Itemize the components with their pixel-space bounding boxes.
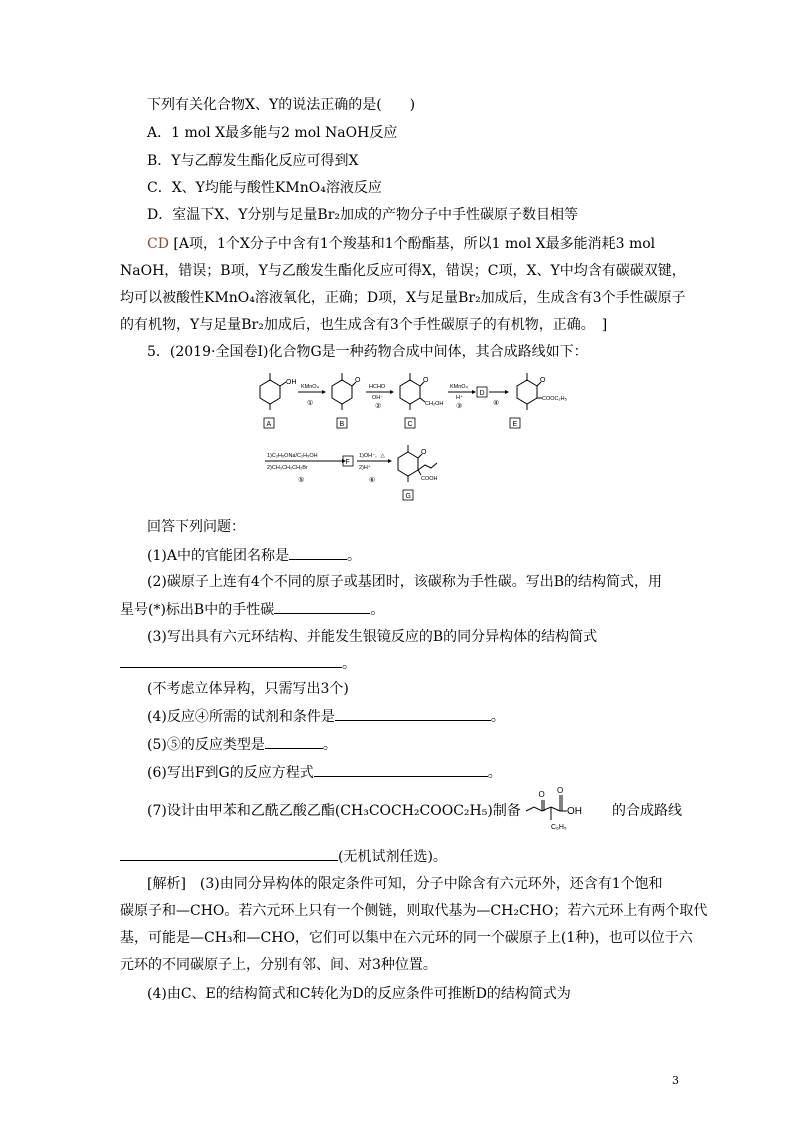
svg-text:O: O [540, 377, 546, 384]
label-c: C [407, 421, 413, 428]
svg-text:COOC₂H₅: COOC₂H₅ [542, 396, 567, 402]
reagent-3-top: KMnO₄ [450, 384, 468, 390]
label-b: B [339, 421, 345, 428]
svg-text:O: O [557, 787, 564, 795]
answer-blank [289, 546, 347, 560]
label-f: F [345, 459, 350, 466]
page-number: 3 [672, 1074, 679, 1087]
molecule-a [260, 373, 297, 410]
q5-sub3-note: (不考虑立体异构，只需写出3个) [147, 681, 349, 697]
svg-text:C₆H₅: C₆H₅ [551, 824, 567, 831]
label-e: E [512, 421, 518, 428]
q4-explanation-line-2: NaOH，错误；B项，Y与乙酸发生酯化反应可得X，错误；C项，X、Y中均含有碳碳双键， [120, 263, 686, 279]
step-2: ② [375, 403, 382, 410]
label-a: A [266, 421, 272, 428]
q5-sub7-suffix: 的合成路线 [612, 803, 682, 819]
answer-blank [120, 847, 338, 861]
q5-sub1: (1)A中的官能团名称是 。 [147, 548, 361, 564]
svg-text:COOH: COOH [421, 476, 438, 482]
reagent-2-bottom: OH⁻ [372, 395, 384, 401]
molecule-b [332, 373, 361, 410]
q5-intro: 5．(2019·全国卷Ⅰ)化合物G是一种药物合成中间体，其合成路线如下： [147, 344, 588, 360]
q4-option-a: A．1 mol X最多能与2 mol NaOH反应 [147, 125, 398, 141]
q4-explanation-line-4: 的有机物，Y与足量Br₂加成后，也生成含有3个手性碳原子的有机物，正确。 ] [120, 317, 608, 333]
molecule-g [398, 445, 438, 482]
reagent-5-bottom: 2)CH₃CH₂CH₂Br [267, 465, 308, 471]
step-1: ① [307, 400, 314, 407]
q5-prompt: 回答下列问题： [147, 519, 245, 535]
synthesis-scheme [255, 372, 595, 514]
q5-sub5: (5)⑤的反应类型是 。 [147, 737, 337, 753]
q5-sub2-line-1: (2)碳原子上连有4个不同的原子或基团时，该碳称为手性碳。写出B的结构简式，用 [147, 574, 663, 590]
q4-explanation-line-3: 均可以被酸性KMnO₄溶液氧化，正确；D项，X与足量Br₂加成后，生成含有3个手性碳原子 [120, 290, 686, 306]
reagent-5-top: 1)C₂H₅ONa/C₂H₅OH [267, 453, 318, 459]
molecule-e [517, 373, 567, 410]
q5-sub2-line-2: 星号(*)标出B中的手性碳 。 [120, 602, 385, 618]
step-4: ④ [493, 400, 500, 407]
solution-line-1: [解析] (3)由同分异构体的限定条件可知，分子中除含有六元环外，还含有1个饱和 [147, 876, 663, 892]
q5-sub3: (3)写出具有六元环结构、并能发生银镜反应的B的同分异构体的结构简式 [147, 629, 598, 645]
q5-sub3-answer-line: 。 [120, 654, 356, 673]
q4-option-c: C．X、Y均能与酸性KMnO₄溶液反应 [147, 180, 382, 196]
molecule-c [400, 373, 443, 410]
step-5: ⑤ [298, 477, 305, 484]
solution-line-5: (4)由C、E的结构简式和C转化为D的反应条件可推断D的结构简式为 [147, 986, 571, 1002]
label-g: G [405, 493, 411, 500]
answer-blank [120, 654, 342, 668]
reagent-2-top: HCHO [369, 384, 386, 390]
reagent-1: KMnO₄ [301, 384, 319, 390]
q5-sub4: (4)反应④所需的试剂和条件是 。 [147, 709, 505, 725]
solution-line-3: 基，可能是—CH₃和—CHO，它们可以集中在六元环的同一个碳原子上(1种)，也可以位于六 [120, 930, 693, 946]
svg-text:OH: OH [567, 806, 582, 817]
solution-line-4: 元环的不同碳原子上，分别有邻、间、对3种位置。 [120, 957, 437, 973]
answer-blank [265, 735, 323, 749]
solution-line-2: 碳原子和—CHO。若六元环上只有一个侧链，则取代基为—CH₂CHO；若六元环上有两个取代 [120, 903, 708, 919]
svg-text:CH₂OH: CH₂OH [425, 401, 444, 407]
q4-option-b: B．Y与乙醇发生酯化反应可得到X [147, 153, 359, 169]
q4-stem: 下列有关化合物X、Y的说法正确的是( ) [147, 97, 416, 113]
q4-option-d: D．室温下X、Y分别与足量Br₂加成的产物分子中手性碳原子数目相等 [147, 207, 579, 223]
answer-blank [274, 600, 370, 614]
step-3: ③ [456, 403, 463, 410]
reagent-3-bottom: H⁺ [456, 395, 463, 401]
reagent-6-bottom: 2)H⁺ [359, 465, 371, 471]
svg-text:O: O [421, 449, 427, 456]
q5-sub7: (7)设计由甲苯和乙酰乙酸乙酯(CH₃COCH₂COOC₂H₅)制备 [147, 803, 521, 819]
q5-sub6: (6)写出F到G的反应方程式 。 [147, 765, 502, 781]
label-d: D [479, 390, 485, 397]
svg-text:O: O [538, 790, 545, 799]
q5-sub7-answer-line: (无机试剂任选)。 [120, 847, 447, 866]
svg-text:OH: OH [286, 379, 297, 386]
q4-explanation-line-1: CD [A项，1个X分子中含有1个羧基和1个酚酯基，所以1 mol X最多能消耗3 mol [147, 236, 656, 252]
reagent-6-top: 1)OH⁻，△ [359, 453, 385, 459]
answer-blank [314, 763, 488, 777]
answer-key: CD [147, 236, 169, 252]
svg-text:O: O [355, 377, 361, 384]
svg-text:O: O [423, 377, 429, 384]
step-6: ⑥ [369, 477, 376, 484]
answer-blank [335, 707, 491, 721]
